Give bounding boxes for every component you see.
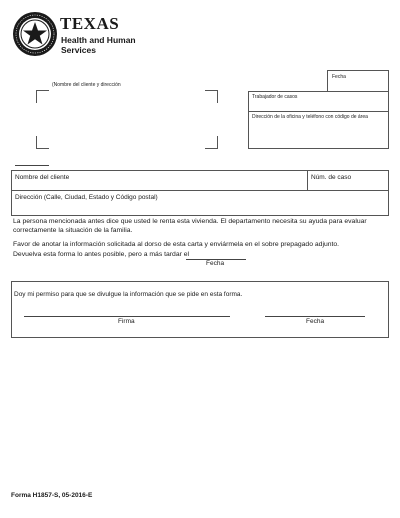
agency-subtitle-line1: Health and Human — [61, 35, 136, 45]
window-corner-bottom-left — [36, 136, 49, 149]
date-label: Fecha — [332, 74, 346, 80]
agency-subtitle-line2: Services — [61, 45, 96, 55]
separator-line — [15, 165, 49, 166]
client-name-field[interactable] — [12, 190, 306, 209]
window-corner-top-left — [36, 90, 49, 103]
window-corner-top-right — [205, 90, 218, 103]
body-paragraph-1-line-1: La persona mencionada antes dice que usted le renta esta vivienda. El departamento necesita su ayuda para evaluar — [13, 218, 367, 225]
consent-text: Doy mi permiso para que se divulgue la información que se pide en esta forma. — [14, 291, 243, 298]
body-paragraph-1-line-2: correctamente la situación de la familia. — [13, 227, 133, 234]
body-paragraph-3: Devuelva esta forma lo antes posible, pero a más tardar el — [13, 251, 190, 258]
client-name-label: Nombre del cliente — [15, 174, 70, 181]
client-address-label: Dirección (Calle, Ciudad, Estado y Código postal) — [15, 194, 158, 201]
signature-caption: Firma — [118, 318, 135, 325]
consent-date-caption: Fecha — [306, 318, 325, 325]
date-box[interactable] — [327, 70, 389, 92]
case-number-field[interactable] — [307, 190, 388, 209]
texas-hhs-seal-icon — [12, 11, 58, 57]
consent-box — [11, 281, 389, 338]
signature-line[interactable] — [24, 316, 230, 317]
form-number: Forma H1857-S, 05-2016-E — [11, 492, 93, 499]
office-address-label: Dirección de la oficina y teléfono con código de área — [252, 114, 368, 120]
window-corner-bottom-right — [205, 136, 218, 149]
agency-title: TEXAS — [60, 14, 120, 33]
office-address-box[interactable] — [248, 111, 389, 149]
client-name-address-label: (Nombre del cliente y dirección — [52, 82, 121, 88]
case-number-label: Núm. de caso — [311, 174, 352, 181]
deadline-date-caption: Fecha — [206, 260, 225, 267]
caseworker-box[interactable] — [248, 91, 389, 112]
body-paragraph-2: Favor de anotar la información solicitada al dorso de esta carta y enviármela en el sobre prepagado adjunto. — [13, 241, 340, 248]
caseworker-label: Trabajador de casos — [252, 94, 298, 100]
consent-date-line[interactable] — [265, 316, 365, 317]
client-table-col-divider — [307, 171, 308, 190]
